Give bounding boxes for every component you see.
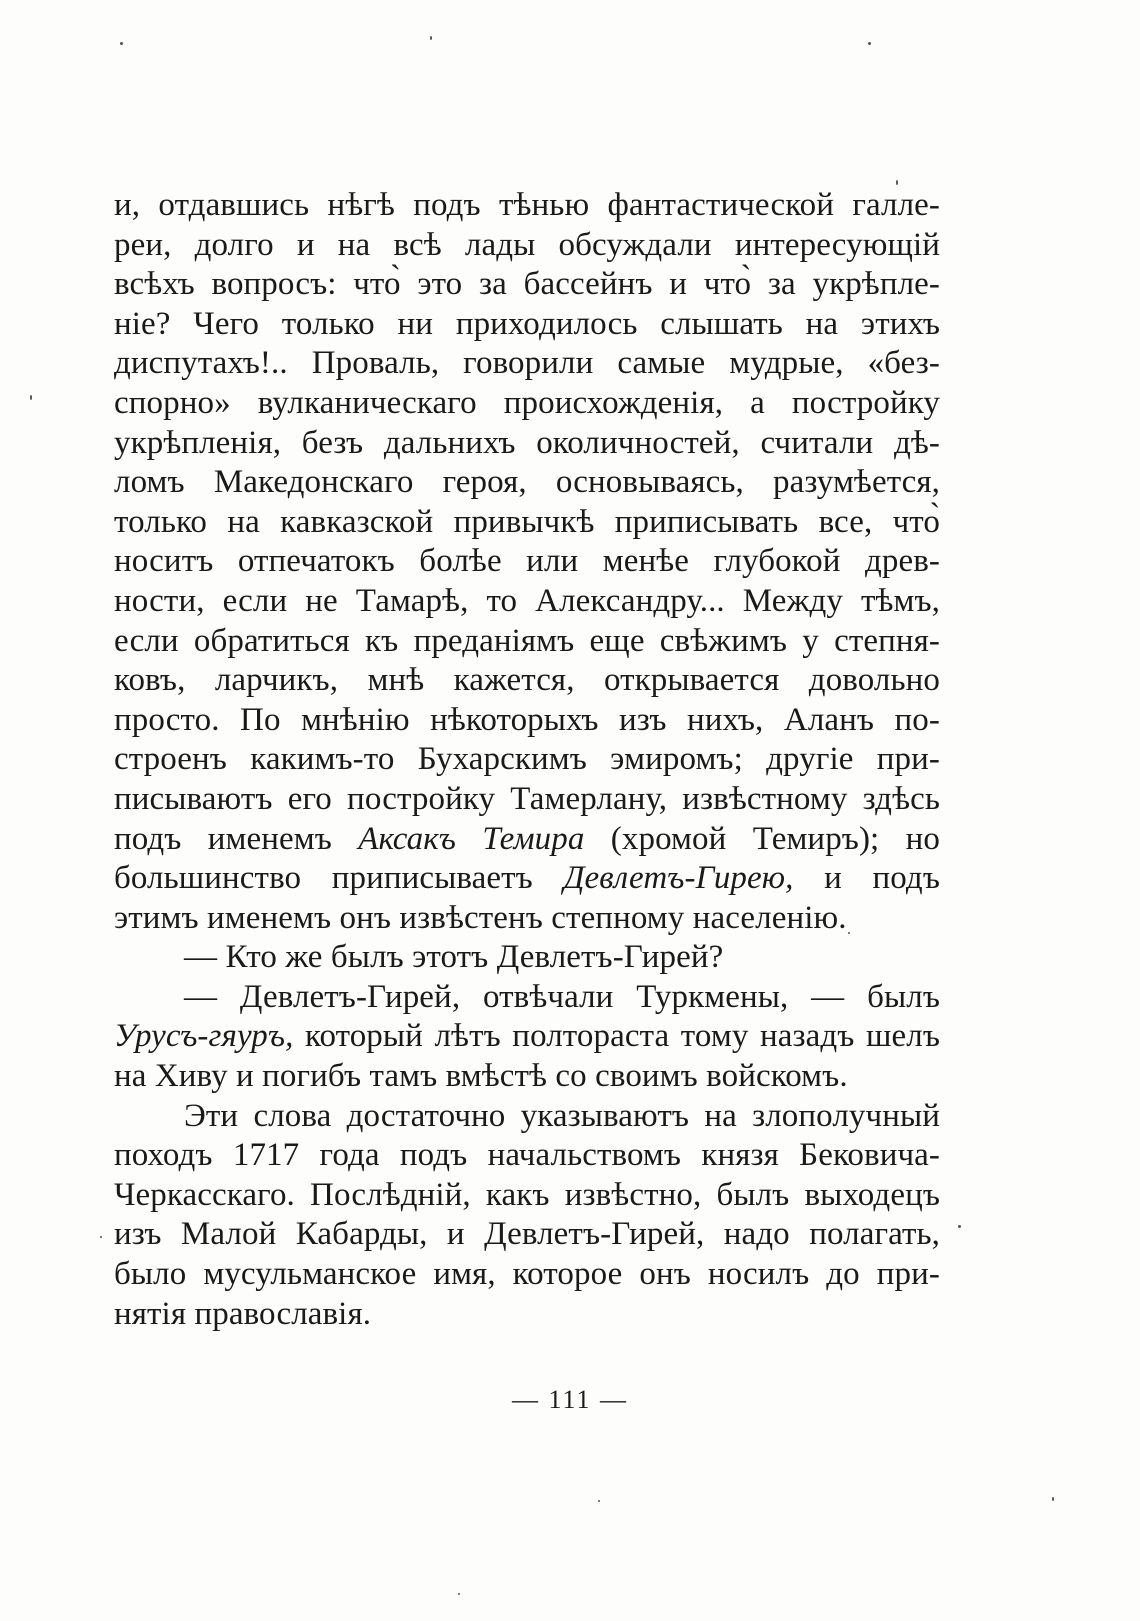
text-line (114, 820, 940, 860)
scan-speck (30, 395, 32, 400)
text-line (114, 899, 940, 939)
text-line (114, 542, 940, 582)
text-segment: строенъ какимъ-то Бухарскимъ эмиромъ; другіе при- (114, 741, 940, 778)
text-line (114, 305, 940, 345)
text-segment: Черкасскаго. Послѣдній, какъ извѣстно, былъ выходецъ (114, 1176, 940, 1213)
text-line (114, 186, 940, 226)
text-line (114, 226, 940, 266)
text-line (114, 1057, 940, 1097)
text-segment: ломъ Македонскаго героя, основываясь, разумѣется, (114, 464, 940, 501)
text-segment: на Хиву и погибъ тамъ вмѣстѣ со своимъ войскомъ. (114, 1058, 848, 1095)
scan-speck (868, 42, 871, 45)
text-line (114, 503, 940, 543)
text-segment: ности, если не Тамарѣ, то Александру... Между тѣмъ, (114, 582, 940, 619)
text-line (114, 1136, 940, 1176)
text-segment: только на кавказской привычкѣ приписывать все, что̀ (114, 503, 940, 540)
text-line (114, 1176, 940, 1216)
scan-speck (896, 180, 898, 185)
text-segment: и подъ (793, 860, 940, 897)
text-segment: подъ именемъ (114, 820, 359, 857)
text-line (114, 1255, 940, 1295)
text-segment: диспутахъ!.. Проваль, говорили самые мудрые, «без- (114, 345, 940, 382)
text-line (114, 780, 940, 820)
text-segment: просто. По мнѣнію нѣкоторыхъ изъ нихъ, Аланъ по- (114, 701, 940, 738)
page-number: — 111 — (511, 1385, 629, 1414)
text-line (114, 661, 940, 701)
text-segment: всѣхъ вопросъ: что̀ это за бассейнъ и что̀ за укрѣпле- (114, 266, 940, 303)
text-segment: (хромой Темиръ); но (584, 820, 940, 857)
text-line (114, 701, 940, 741)
text-segment: — Девлетъ-Гирей, отвѣчали Туркмены, — былъ (184, 978, 940, 1015)
text-line (114, 384, 940, 424)
text-line (114, 265, 940, 305)
text-segment: этимъ именемъ онъ извѣстенъ степному населенію. (114, 899, 847, 936)
body-text (114, 186, 940, 1334)
text-line (114, 1295, 940, 1335)
scan-speck (1052, 1497, 1054, 1501)
scan-speck (958, 1225, 961, 1228)
text-segment: носитъ отпечатокъ болѣе или менѣе глубокой древ- (114, 543, 940, 580)
scan-speck (100, 1236, 102, 1238)
text-line (114, 859, 940, 899)
text-line (114, 1017, 940, 1057)
text-segment: Эти слова достаточно указываютъ на злополучный (184, 1097, 940, 1134)
text-line (114, 1097, 940, 1137)
text-segment: большинство приписываетъ (114, 860, 564, 897)
text-segment: писываютъ его постройку Тамерлану, извѣстному здѣсь (114, 780, 940, 817)
text-line (114, 582, 940, 622)
text-segment: спорно» вулканическаго происхожденія, а постройку (114, 384, 940, 421)
italic-text: Девлетъ-Гирею, (563, 860, 794, 897)
text-line (114, 622, 940, 662)
text-segment: изъ Малой Кабарды, и Девлетъ-Гирей, надо полагать, (114, 1216, 940, 1253)
scan-speck (430, 36, 432, 40)
text-line (114, 424, 940, 464)
text-line (114, 344, 940, 384)
scan-speck (848, 932, 850, 934)
text-segment: было мусульманское имя, которое онъ носилъ до при- (114, 1256, 940, 1293)
text-line (114, 740, 940, 780)
text-segment: — Кто же былъ этотъ Девлетъ-Гирей? (184, 939, 724, 976)
italic-text: Урусъ-гяуръ, (114, 1018, 294, 1055)
text-segment: укрѣпленія, безъ дальнихъ околичностей, считали дѣ- (114, 424, 940, 461)
text-line (114, 1215, 940, 1255)
text-segment: ковъ, ларчикъ, мнѣ кажется, открывается довольно (114, 662, 940, 699)
italic-text: Аксакъ Темира (358, 820, 585, 857)
text-segment: реи, долго и на всѣ лады обсуждали интересующій (114, 226, 940, 263)
text-segment: который лѣтъ полтораста тому назадъ шелъ (293, 1018, 940, 1055)
text-line (114, 938, 940, 978)
scan-speck (458, 1593, 460, 1595)
scan-speck (120, 42, 123, 45)
text-line (114, 978, 940, 1018)
text-line (114, 463, 940, 503)
text-segment: и, отдавшись нѣгѣ подъ тѣнью фантастической галле- (114, 187, 940, 223)
text-segment: походъ 1717 года подъ начальствомъ князя Бековича- (114, 1137, 940, 1174)
scan-speck (598, 1500, 600, 1502)
text-segment: если обратиться къ преданіямъ еще свѣжимъ у степня- (114, 622, 940, 659)
text-segment: ніе? Чего только ни приходилось слышать на этихъ (114, 305, 940, 342)
text-segment: нятія православія. (114, 1295, 372, 1332)
